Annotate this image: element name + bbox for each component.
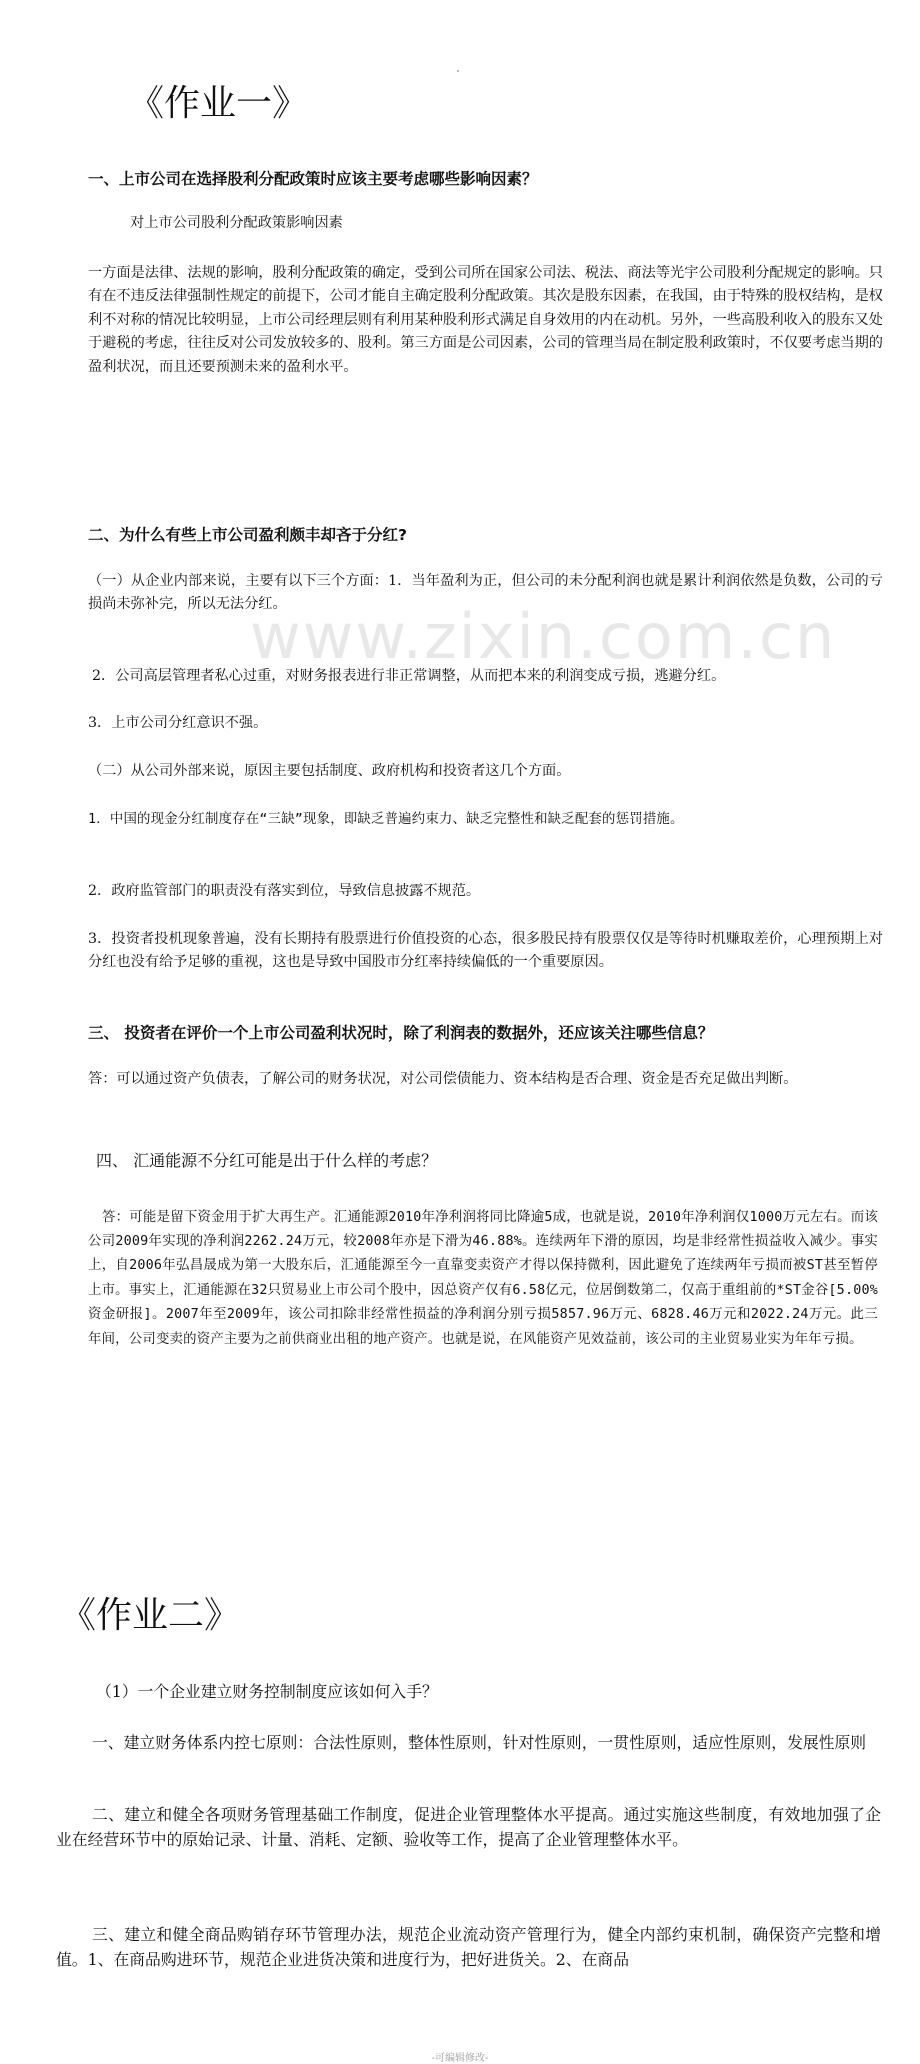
q2-external: （二）从公司外部来说，原因主要包括制度、政府机构和投资者这几个方面。 <box>88 762 571 779</box>
q2-internal: （一）从企业内部来说，主要有以下三个方面：1．当年盈利为正，但公司的未分配利润也就是累计利润依然是负数，公司的亏损尚未弥补完，所以无法分红。 <box>88 572 883 613</box>
s2-para3: 三、建立和健全商品购销存环节管理办法，规范企业流动资产管理行为，健全内部约束机制，确保资产完整和增值。1、在商品购进环节，规范企业进货决策和进度行为，把好进货关。2、在商品 <box>56 1925 881 1969</box>
q2-ext1: 1．中国的现金分红制度存在“三缺”现象，即缺乏普遍约束力、缺乏完整性和缺乏配套的惩罚措施。 <box>88 811 684 827</box>
q3-heading: 三、 投资者在评价一个上市公司盈利状况时，除了利润表的数据外，还应该关注哪些信息？ <box>88 1023 714 1042</box>
s2-para2: 二、建立和健全各项财务管理基础工作制度，促进企业管理整体水平提高。通过实施这些制度，有效地加强了企业在经营环节中的原始记录、计量、消耗、定额、验收等工作，提高了企业管理整体水平。 <box>56 1805 881 1849</box>
q4-answer: 答：可能是留下资金用于扩大再生产。汇通能源2010年净利润将同比降逾5成，也就是说，2010年净利润仅1000万元左右。而该公司2009年实现的净利润2262.24万元，较2008年亦是下滑为46.88%。连续两年下滑的原因，均是非经常性损益收入减少。事实上，自2006年弘昌晟成为第一大股东后，汇通能源至今一直靠变卖资产才得以保持微利，因此避免了连续两年亏损而被ST甚至暂停上市。事实上，汇通能源在32只贸易业上市公司个股中，因总资产仅有6.58亿元，位居倒数第二，仅高于重组前的*ST金谷[5.00% 资金研报]。2007年至2009年，该公司扣除非经常性损益的净利润分别亏损5857.96万元、6828.46万元和2022.24万元。此三年间，公司变卖的资产主要为之前供商业出租的地产资产。也就是说，在风能资产见效益前，该公司的主业贸易业实为年年亏损。 <box>88 1209 878 1347</box>
q1-heading: 一、上市公司在选择股利分配政策时应该主要考虑哪些影响因素？ <box>88 170 538 188</box>
q3-answer: 答：可以通过资产负债表，了解公司的财务状况，对公司偿债能力、资本结构是否合理、资金是否充足做出判断。 <box>88 1070 798 1087</box>
section1-title: 《作业一》 <box>128 83 309 124</box>
q2-ext2: 2．政府监管部门的职责没有落实到位，导致信息披露不规范。 <box>88 883 481 900</box>
s2-question: （1）一个企业建立财务控制制度应该如何入手？ <box>96 1681 438 1701</box>
q4-heading: 四、 汇通能源不分红可能是出于什么样的考虑？ <box>96 1150 438 1170</box>
s2-para1: 一、建立财务体系内控七原则：合法性原则，整体性原则，针对性原则，一贯性原则，适应性原则，发展性原则 <box>92 1732 867 1752</box>
q1-subheading: 对上市公司股利分配政策影响因素 <box>130 215 343 231</box>
q2-ext3: 3．投资者投机现象普遍，没有长期持有股票进行价值投资的心态，很多股民持有股票仅仅是等待时机赚取差价，心理预期上对分红也没有给予足够的重视，这也是导致中国股市分红率持续偏低的一个重要原因。 <box>88 930 883 971</box>
section2-title: 《作业二》 <box>60 1594 241 1636</box>
q2-point3: 3．上市公司分红意识不强。 <box>88 715 268 732</box>
q2-heading: 二、为什么有些上市公司盈利颇丰却吝于分红? <box>88 525 407 544</box>
q1-body: 一方面是法律、法规的影响，股利分配政策的确定，受到公司所在国家公司法、税法、商法等光宇公司股利分配规定的影响。只有在不违反法律强制性规定的前提下，公司才能自主确定股利分配政策。其次是股东因素，在我国，由于特殊的股权结构，是权利不对称的情况比较明显，上市公司经理层则有利用某种股利形式满足自身效用的内在动机。另外，一些高股利收入的股东又处于避税的考虑，往往反对公司发放较多的、股利。第三方面是公司因素，公司的管理当局在制定股利政策时，不仅要考虑当期的盈利状况，而且还要预测未来的盈利水平。 <box>88 264 883 375</box>
watermark: www.zixin.com.cn <box>250 600 837 673</box>
page-footer: -可编辑修改- <box>431 2052 489 2064</box>
scan-dot <box>457 70 459 72</box>
q2-point2: 2．公司高层管理者私心过重，对财务报表进行非正常调整，从而把本来的利润变成亏损，逃避分红。 <box>92 667 726 684</box>
